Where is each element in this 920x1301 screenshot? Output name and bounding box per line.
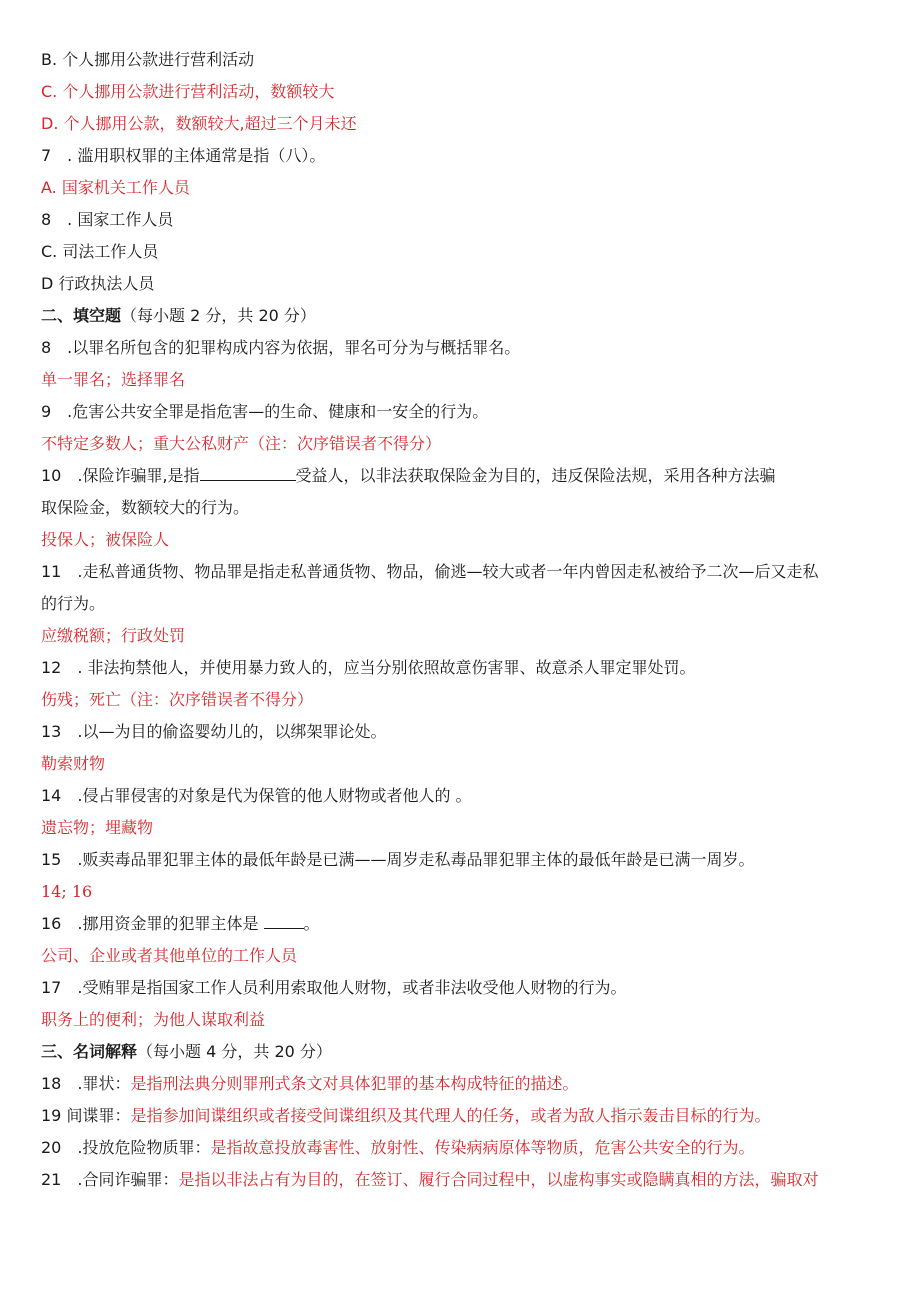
option-d-admin: D 行政执法人员 (41, 274, 155, 293)
term-21 (41, 1168, 880, 1192)
question-10-part-b: 受益人，以非法获取保险金为目的，违反保险法规，采用各种方法骗 (295, 466, 776, 485)
question-10 (41, 464, 880, 488)
question-16-part-b: 。 (303, 914, 320, 933)
question-14: 14 .侵占罪侵害的对象是代为保管的他人财物或者他人的 。 (41, 786, 472, 805)
question-10-cont: 取保险金，数额较大的行为。 (41, 498, 250, 517)
term-20 (41, 1136, 880, 1160)
question-12: 12 . 非法拘禁他人，并使用暴力致人的，应当分别依照故意伤害罪、故意杀人罪定罪处罚。 (41, 658, 696, 677)
answer-16: 公司、企业或者其他单位的工作人员 (41, 946, 298, 965)
question-10-part-a: 10 .保险诈骗罪,是指 (41, 466, 200, 485)
term-definition: 是指以非法占有为目的，在签订、履行合同过程中，以虚构事实或隐瞒真相的方法，骗取对 (178, 1170, 819, 1189)
answer-15: 14; 16 (41, 882, 93, 901)
question-8: 8 .以罪名所包含的犯罪构成内容为依据，罪名可分为与概括罪名。 (41, 338, 521, 357)
section-2-note: （每小题 2 分，共 20 分） (121, 306, 316, 325)
section-2-title: 二、填空题 (41, 306, 122, 325)
question-17: 17 .受贿罪是指国家工作人员利用索取他人财物，或者非法收受他人财物的行为。 (41, 978, 627, 997)
term-18 (41, 1072, 880, 1096)
term-label: 20 .投放危险物质罪： (41, 1138, 211, 1157)
question-13: 13 .以—为目的偷盗婴幼儿的，以绑架罪论处。 (41, 722, 387, 741)
question-11-cont: 的行为。 (41, 594, 106, 613)
option-8: 8 . 国家工作人员 (41, 210, 174, 229)
question-7: 7 . 滥用职权罪的主体通常是指（八）。 (41, 146, 326, 165)
fill-blank (264, 914, 304, 929)
answer-8: 单一罪名；选择罪名 (41, 370, 186, 389)
option-a: A. 国家机关工作人员 (41, 178, 190, 197)
section-3-heading (41, 1040, 880, 1064)
answer-11: 应缴税额；行政处罚 (41, 626, 186, 645)
term-label: 19 间谍罪： (41, 1106, 131, 1125)
term-19 (41, 1104, 880, 1128)
option-c-judicial: C. 司法工作人员 (41, 242, 159, 261)
term-definition: 是指参加间谍组织或者接受间谍组织及其代理人的任务，或者为敌人指示轰击目标的行为。 (130, 1106, 771, 1125)
question-11: 11 .走私普通货物、物品罪是指走私普通货物、物品，偷逃—较大或者一年内曾因走私被给予二次—后又走私 (41, 562, 819, 581)
term-definition: 是指刑法典分则罪刑式条文对具体犯罪的基本构成特征的描述。 (130, 1074, 579, 1093)
option-d: D. 个人挪用公款，数额较大,超过三个月未还 (41, 114, 357, 133)
answer-12: 伤残；死亡（注：次序错误者不得分） (41, 690, 314, 709)
answer-9: 不特定多数人；重大公私财产（注：次序错误者不得分） (41, 434, 442, 453)
question-9: 9 .危害公共安全罪是指危害—的生命、健康和一安全的行为。 (41, 402, 489, 421)
option-c: C. 个人挪用公款进行营利活动，数额较大 (41, 82, 335, 101)
section-2-heading (41, 304, 880, 328)
term-label: 18 .罪状： (41, 1074, 131, 1093)
answer-17: 职务上的便利；为他人谋取利益 (41, 1010, 266, 1029)
answer-14: 遗忘物；埋藏物 (41, 818, 154, 837)
option-b: B. 个人挪用公款进行营利活动 (41, 50, 255, 69)
question-16-part-a: 16 .挪用资金罪的犯罪主体是 (41, 914, 264, 933)
answer-13: 勒索财物 (41, 754, 106, 773)
answer-10: 投保人；被保险人 (41, 530, 170, 549)
fill-blank (200, 466, 296, 481)
question-16 (41, 912, 880, 936)
question-15: 15 .贩卖毒品罪犯罪主体的最低年龄是已满——周岁走私毒品罪犯罪主体的最低年龄是已满一周岁。 (41, 850, 755, 869)
section-3-note: （每小题 4 分，共 20 分） (137, 1042, 332, 1061)
section-3-title: 三、名词解释 (41, 1042, 138, 1061)
term-label: 21 .合同诈骗罪： (41, 1170, 179, 1189)
term-definition: 是指故意投放毒害性、放射性、传染病病原体等物质，危害公共安全的行为。 (210, 1138, 755, 1157)
